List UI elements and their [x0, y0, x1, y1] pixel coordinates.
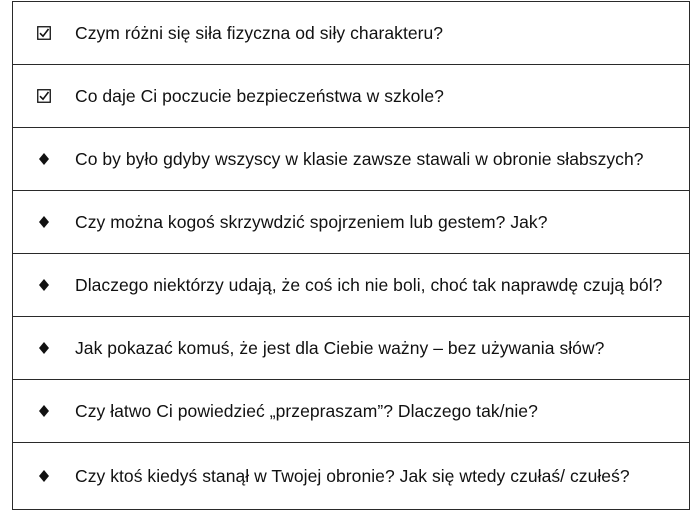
diamond-icon	[13, 470, 75, 482]
checkbox-checked-icon	[13, 89, 75, 103]
question-text: Czy można kogoś skrzywdzić spojrzeniem lub gestem? Jak?	[75, 211, 548, 232]
diamond-icon	[13, 279, 75, 291]
question-table	[12, 1, 690, 510]
question-text: Co by było gdyby wszyscy w klasie zawsze stawali w obronie słabszych?	[75, 148, 644, 169]
question-text: Jak pokazać komuś, że jest dla Ciebie ważny – bez używania słów?	[75, 337, 605, 358]
question-row	[13, 443, 689, 510]
question-text: Czy łatwo Ci powiedzieć „przepraszam”? Dlaczego tak/nie?	[75, 400, 538, 421]
question-row	[13, 2, 689, 65]
question-row	[13, 128, 689, 191]
question-row	[13, 65, 689, 128]
diamond-icon	[13, 216, 75, 228]
diamond-icon	[13, 153, 75, 165]
question-row	[13, 191, 689, 254]
diamond-icon	[13, 342, 75, 354]
question-text: Czy ktoś kiedyś stanął w Twojej obronie? Jak się wtedy czułaś/ czułeś?	[75, 465, 630, 486]
question-row	[13, 317, 689, 380]
checkbox-checked-icon	[13, 26, 75, 40]
question-row	[13, 380, 689, 443]
question-row	[13, 254, 689, 317]
question-text: Dlaczego niektórzy udają, że coś ich nie boli, choć tak naprawdę czują ból?	[75, 274, 663, 295]
question-text: Czym różni się siła fizyczna od siły charakteru?	[75, 22, 444, 43]
question-text: Co daje Ci poczucie bezpieczeństwa w szkole?	[75, 85, 444, 106]
diamond-icon	[13, 405, 75, 417]
